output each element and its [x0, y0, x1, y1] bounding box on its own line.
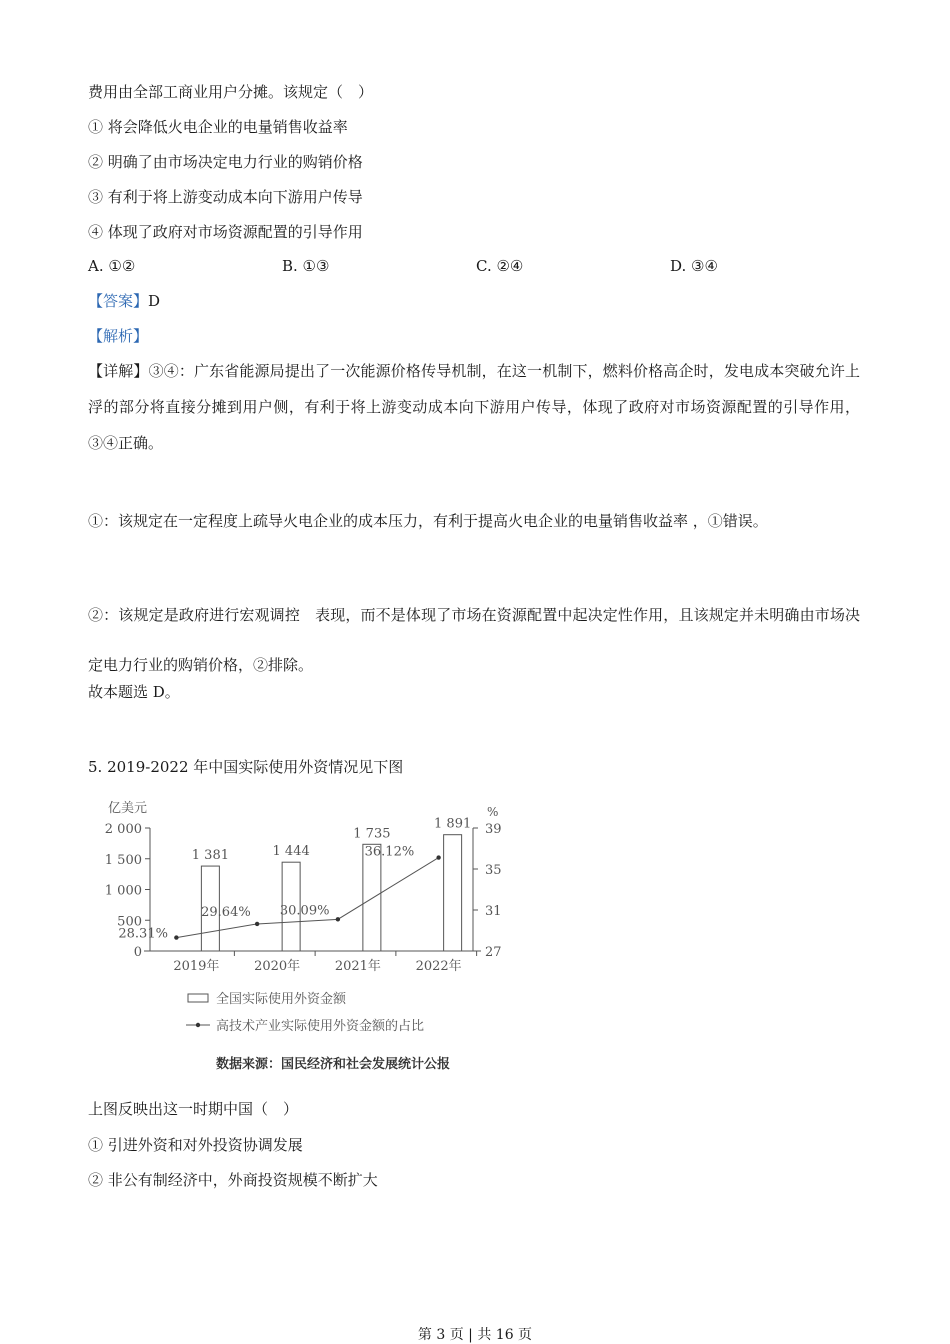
- right-axis-title: %: [487, 805, 499, 819]
- legend-line-label: 高技术产业实际使用外资金额的占比: [216, 1019, 425, 1034]
- q4-option-b: B. ①③: [282, 257, 330, 275]
- detail-paragraph: [88, 353, 860, 461]
- share-point-4: [436, 855, 440, 859]
- page-footer: 第 3 页 | 共 16 页: [417, 1327, 533, 1343]
- left-tick-label: 2 000: [104, 822, 142, 837]
- q4-item-2: ② 明确了由市场决定电力行业的购销价格: [88, 153, 363, 171]
- bar-label-3: 1 735: [353, 826, 391, 842]
- left-tick-label: 1 500: [104, 852, 142, 868]
- answer-line: [88, 291, 160, 311]
- right-tick-label: 31: [485, 904, 502, 919]
- q5-item-1: ① 引进外资和对外投资协调发展: [88, 1136, 303, 1154]
- left-axis-title: 亿美元: [108, 801, 148, 816]
- right-tick-label: 35: [485, 863, 502, 878]
- note-2: ②：该规定是政府进行宏观调控 表现，而不是体现了市场在资源配置中起决定性作用，且该规定并未明确由市场决定电力行业的购销价格，②排除。: [88, 606, 860, 674]
- bar-label-1: 1 381: [191, 848, 229, 864]
- legend-line-marker: [196, 1023, 200, 1027]
- left-tick-label: 500: [117, 914, 142, 930]
- conclusion: 故本题选 D。: [88, 683, 180, 701]
- answer-value: D: [148, 292, 161, 310]
- left-tick-label: 0: [133, 945, 142, 960]
- x-tick-label: 2021年: [334, 959, 381, 974]
- q4-stem-tail: 费用由全部工商业用户分摊。该规定（ ）: [88, 83, 374, 101]
- q5-item-2: ② 非公有制经济中，外商投资规模不断扩大: [88, 1171, 378, 1189]
- bar-label-4: 1 891: [434, 816, 472, 832]
- chart-source: 数据来源：国民经济和社会发展统计公报: [216, 1057, 451, 1072]
- q4-option-c: C. ②④: [476, 257, 524, 275]
- answer-tag: 【答案】: [88, 292, 149, 310]
- q4-option-a: A. ①②: [88, 257, 136, 275]
- x-tick-label: 2022年: [415, 959, 462, 974]
- legend-bar-swatch: [188, 994, 208, 1002]
- detail-text: ③④：广东省能源局提出了一次能源价格传导机制，在这一机制下，燃料价格高企时，发电成本突破允许上浮的部分将直接分摊到用户侧，有利于将上游变动成本向下游用户传导，体现了政府对市场资源配置的引导作用，③④正确。: [88, 362, 860, 452]
- q4-option-d: D. ③④: [670, 257, 718, 275]
- x-tick-label: 2019年: [173, 959, 220, 974]
- bar-4: [444, 835, 462, 951]
- q4-item-1: ① 将会降低火电企业的电量销售收益率: [88, 118, 348, 136]
- fdi-chart: [88, 798, 518, 1078]
- x-tick-label: 2020年: [254, 959, 301, 974]
- share-label-3: 30.09%: [279, 903, 330, 919]
- q4-item-3: ③ 有利于将上游变动成本向下游用户传导: [88, 188, 363, 206]
- bar-3: [363, 844, 381, 951]
- left-tick-label: 1 000: [104, 883, 142, 899]
- share-label-1: 28.31%: [118, 926, 168, 942]
- note-1: ①：该规定在一定程度上疏导火电企业的成本压力，有利于提高火电企业的电量销售收益率 ，①错误。: [88, 512, 768, 530]
- right-tick-label: 27: [485, 945, 502, 960]
- chart-svg: [88, 798, 518, 1078]
- q5-after-chart: 上图反映出这一时期中国（ ）: [88, 1100, 299, 1118]
- analysis-tag: 【解析】: [88, 327, 149, 345]
- right-tick-label: 39: [485, 822, 502, 837]
- share-point-1: [174, 935, 178, 939]
- q4-item-4: ④ 体现了政府对市场资源配置的引导作用: [88, 223, 363, 241]
- share-label-2: 29.64%: [201, 904, 251, 920]
- detail-tag: 【详解】: [88, 362, 149, 380]
- legend-bar-label: 全国实际使用外资金额: [216, 992, 347, 1007]
- share-point-2: [255, 922, 259, 926]
- q5-stem: 5. 2019-2022 年中国实际使用外资情况见下图: [88, 758, 404, 776]
- share-label-4: 36.12%: [364, 844, 415, 860]
- bar-label-2: 1 444: [272, 844, 310, 860]
- share-point-3: [336, 917, 340, 921]
